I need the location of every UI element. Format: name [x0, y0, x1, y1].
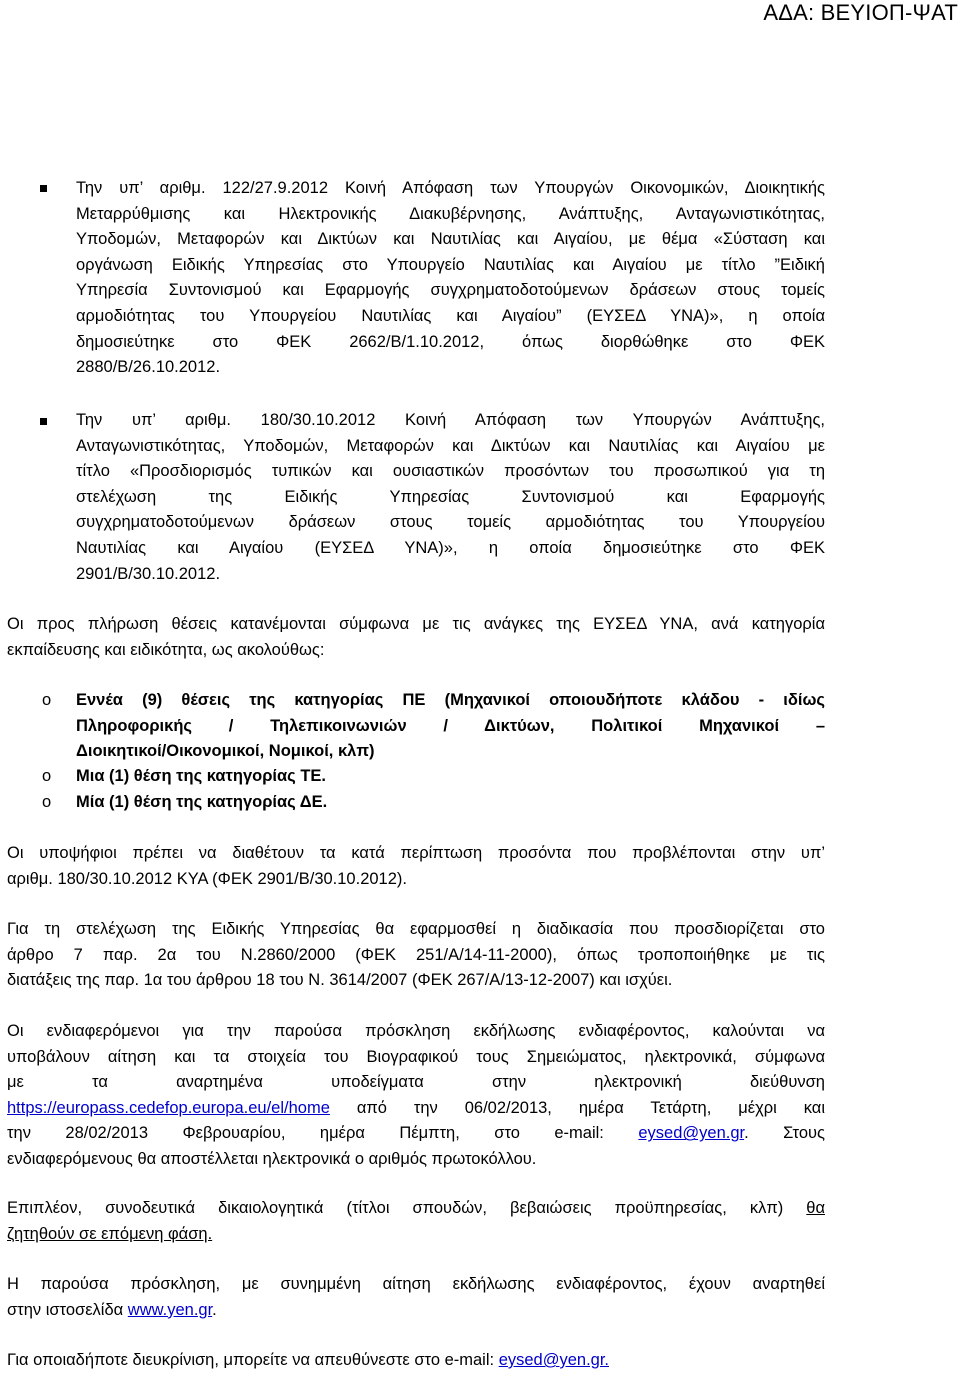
text-span: . Στους — [744, 1124, 825, 1143]
position-item-3 — [76, 790, 825, 816]
text-span: Επιπλέον, συνοδευτικά δικαιολογητικά (τίτλοι σπουδών, βεβαιώσεις προϋπηρεσίας, κλπ) — [7, 1199, 807, 1217]
square-bullet-icon — [40, 413, 47, 428]
text-line: Οι προς πλήρωση θέσεις κατανέμονται σύμφωνα με τις ανάγκες της ΕΥΣΕΔ ΥΝΑ, ανά κατηγορία — [7, 615, 825, 633]
text-line — [7, 1196, 825, 1222]
text-line: Ανταγωνιστικότητας, Υποδομών, Μεταφορών και Δικτύων και Ναυτιλίας και Αιγαίου με — [76, 436, 825, 455]
text-span: στην ιστοσελίδα — [7, 1300, 128, 1319]
square-bullet-icon — [40, 180, 47, 195]
text-line: Μία (1) θέση της κατηγορίας ΔΕ. — [76, 793, 328, 811]
text-line: Διοικητικοί/Οικονομικοί, Νομικοί, κλπ) — [76, 742, 375, 761]
text-line: με τα αναρτημένα υποδείγματα στην ηλεκτρονική διεύθυνση — [7, 1073, 825, 1092]
text-line: οργάνωση Ειδικής Υπηρεσίας στο Υπουργείο Ναυτιλίας και Αιγαίου με τίτλο ”Ειδική — [76, 255, 825, 274]
text-line: αριθμ. 180/30.10.2012 ΚΥΑ (ΦΕΚ 2901/Β/30.10.2012). — [7, 869, 407, 888]
list-marker: o — [42, 793, 52, 811]
paragraph-positions — [7, 612, 825, 663]
text-span: από την 06/02/2013, ημέρα Τετάρτη, μέχρι και — [329, 1098, 825, 1117]
underlined-text: ζητηθούν σε επόμενη φάση. — [7, 1224, 213, 1243]
text-line: υποβάλουν αίτηση και τα στοιχεία του Βιογραφικού τους Σημειώματος, ηλεκτρονικά, σύμφωνα — [7, 1047, 825, 1066]
text-line: δημοσιεύτηκε στο ΦΕΚ 2662/Β/1.10.2012, όπως διορθώθηκε στο ΦΕΚ — [76, 332, 825, 351]
text-line: ενδιαφερόμενους θα αποστέλλεται ηλεκτρονικά ο αριθμός πρωτοκόλλου. — [7, 1149, 537, 1168]
text-span: την 28/02/2013 Φεβρουαρίου, ημέρα Πέμπτη, στο e-mail: — [7, 1124, 639, 1143]
text-line: Η παρούσα πρόσκληση, με συνημμένη αίτηση εκδήλωσης ενδιαφέροντος, έχουν αναρτηθεί — [7, 1275, 825, 1293]
text-line: Μια (1) θέση της κατηγορίας ΤΕ. — [76, 767, 326, 785]
text-line: διατάξεις της παρ. 1α του άρθρου 18 του Ν. 3614/2007 (ΦΕΚ 267/Α/13-12-2007) και ισχύει. — [7, 971, 673, 990]
text-line: 2901/Β/30.10.2012. — [76, 564, 221, 583]
underlined-text: θα — [806, 1199, 825, 1217]
text-line: στελέχωση της Ειδικής Υπηρεσίας Συντονισμού και Εφαρμογής — [76, 487, 825, 506]
text-line: Την υπ’ αριθμ. 122/27.9.2012 Κοινή Απόφαση των Υπουργών Οικονομικών, Διοικητικής — [76, 179, 825, 197]
ada-code: ΑΔΑ: ΒΕΥΙΟΠ-ΨΑΤ — [763, 0, 958, 25]
text-line: Υπηρεσία Συντονισμού και Εφαρμογής συγχρηματοδοτούμενων δράσεων στους τομείς — [76, 281, 825, 300]
paragraph-contact — [7, 1348, 825, 1374]
text-line: Μεταρρύθμισης και Ηλεκτρονικής Διακυβέρνησης, Ανάπτυξης, Ανταγωνιστικότητας, — [76, 204, 825, 223]
paragraph-application — [7, 1019, 825, 1173]
text-line: Οι υποψήφιοι πρέπει να διαθέτουν τα κατά περίπτωση προσόντα που προβλέπονται στην υπ’ — [7, 844, 825, 862]
position-item-1 — [76, 688, 825, 765]
text-span: . — [212, 1300, 217, 1319]
text-line: Για τη στελέχωση της Ειδικής Υπηρεσίας θα εφαρμοσθεί η διαδικασία που προσδιορίζεται στο — [7, 920, 825, 938]
text-line: αρμοδιότητας του Υπουργείου Ναυτιλίας και Αιγαίου” (ΕΥΣΕΔ ΥΝΑ)», η οποία — [76, 306, 825, 325]
text-line: συγχρηματοδοτούμενων δράσεων στους τομείς αρμοδιότητας του Υπουργείου — [76, 513, 825, 532]
position-item-2 — [76, 764, 825, 790]
text-line: Εννέα (9) θέσεις της κατηγορίας ΠΕ (Μηχανικοί οποιουδήποτε κλάδου - ιδίως — [76, 691, 825, 709]
paragraph-documents — [7, 1196, 825, 1247]
text-line: Πληροφορικής / Τηλεπικοινωνιών / Δικτύων, Πολιτικοί Μηχανικοί – — [76, 716, 825, 735]
text-span: Για οποιαδήποτε διευκρίνιση, μπορείτε να απευθύνεστε στο e-mail: — [7, 1351, 499, 1369]
europass-link[interactable]: https://europass.cedefop.europa.eu/el/home — [7, 1098, 330, 1117]
email-link[interactable]: eysed@yen.gr — [638, 1124, 745, 1143]
list-marker: o — [42, 691, 52, 709]
text-line: εκπαίδευσης και ειδικότητα, ως ακολούθως: — [7, 640, 325, 659]
bullet-item-2 — [76, 408, 825, 587]
text-line — [7, 1096, 825, 1122]
text-line: Την υπ’ αριθμ. 180/30.10.2012 Κοινή Απόφαση των Υπουργών Ανάπτυξης, — [76, 411, 825, 429]
text-line: άρθρο 7 παρ. 2α του Ν.2860/2000 (ΦΕΚ 251/Α/14-11-2000), όπως τροποποιήθηκε με τις — [7, 945, 825, 964]
text-line — [7, 1298, 825, 1324]
text-line: Ναυτιλίας και Αιγαίου (ΕΥΣΕΔ ΥΝΑ)», η οποία δημοσιεύτηκε στο ΦΕΚ — [76, 538, 825, 557]
text-line: 2880/Β/26.10.2012. — [76, 358, 221, 377]
paragraph-website — [7, 1272, 825, 1323]
text-line: Υποδομών, Μεταφορών και Δικτύων και Ναυτιλίας και Αιγαίου, με θέμα «Σύσταση και — [76, 230, 825, 249]
paragraph-procedure — [7, 917, 825, 994]
text-line: Οι ενδιαφερόμενοι για την παρούσα πρόσκληση εκδήλωσης ενδιαφέροντος, καλούνται να — [7, 1022, 825, 1040]
paragraph-qualifications — [7, 841, 825, 892]
text-line: τίτλο «Προσδιορισμός τυπικών και ουσιαστικών προσόντων του προσωπικού για τη — [76, 462, 825, 481]
bullet-item-1 — [76, 176, 825, 381]
website-link[interactable]: www.yen.gr — [127, 1300, 213, 1319]
text-line — [7, 1121, 825, 1147]
contact-email-link[interactable]: eysed@yen.gr. — [498, 1351, 609, 1369]
text-line — [7, 1348, 825, 1374]
list-marker: o — [42, 767, 52, 785]
